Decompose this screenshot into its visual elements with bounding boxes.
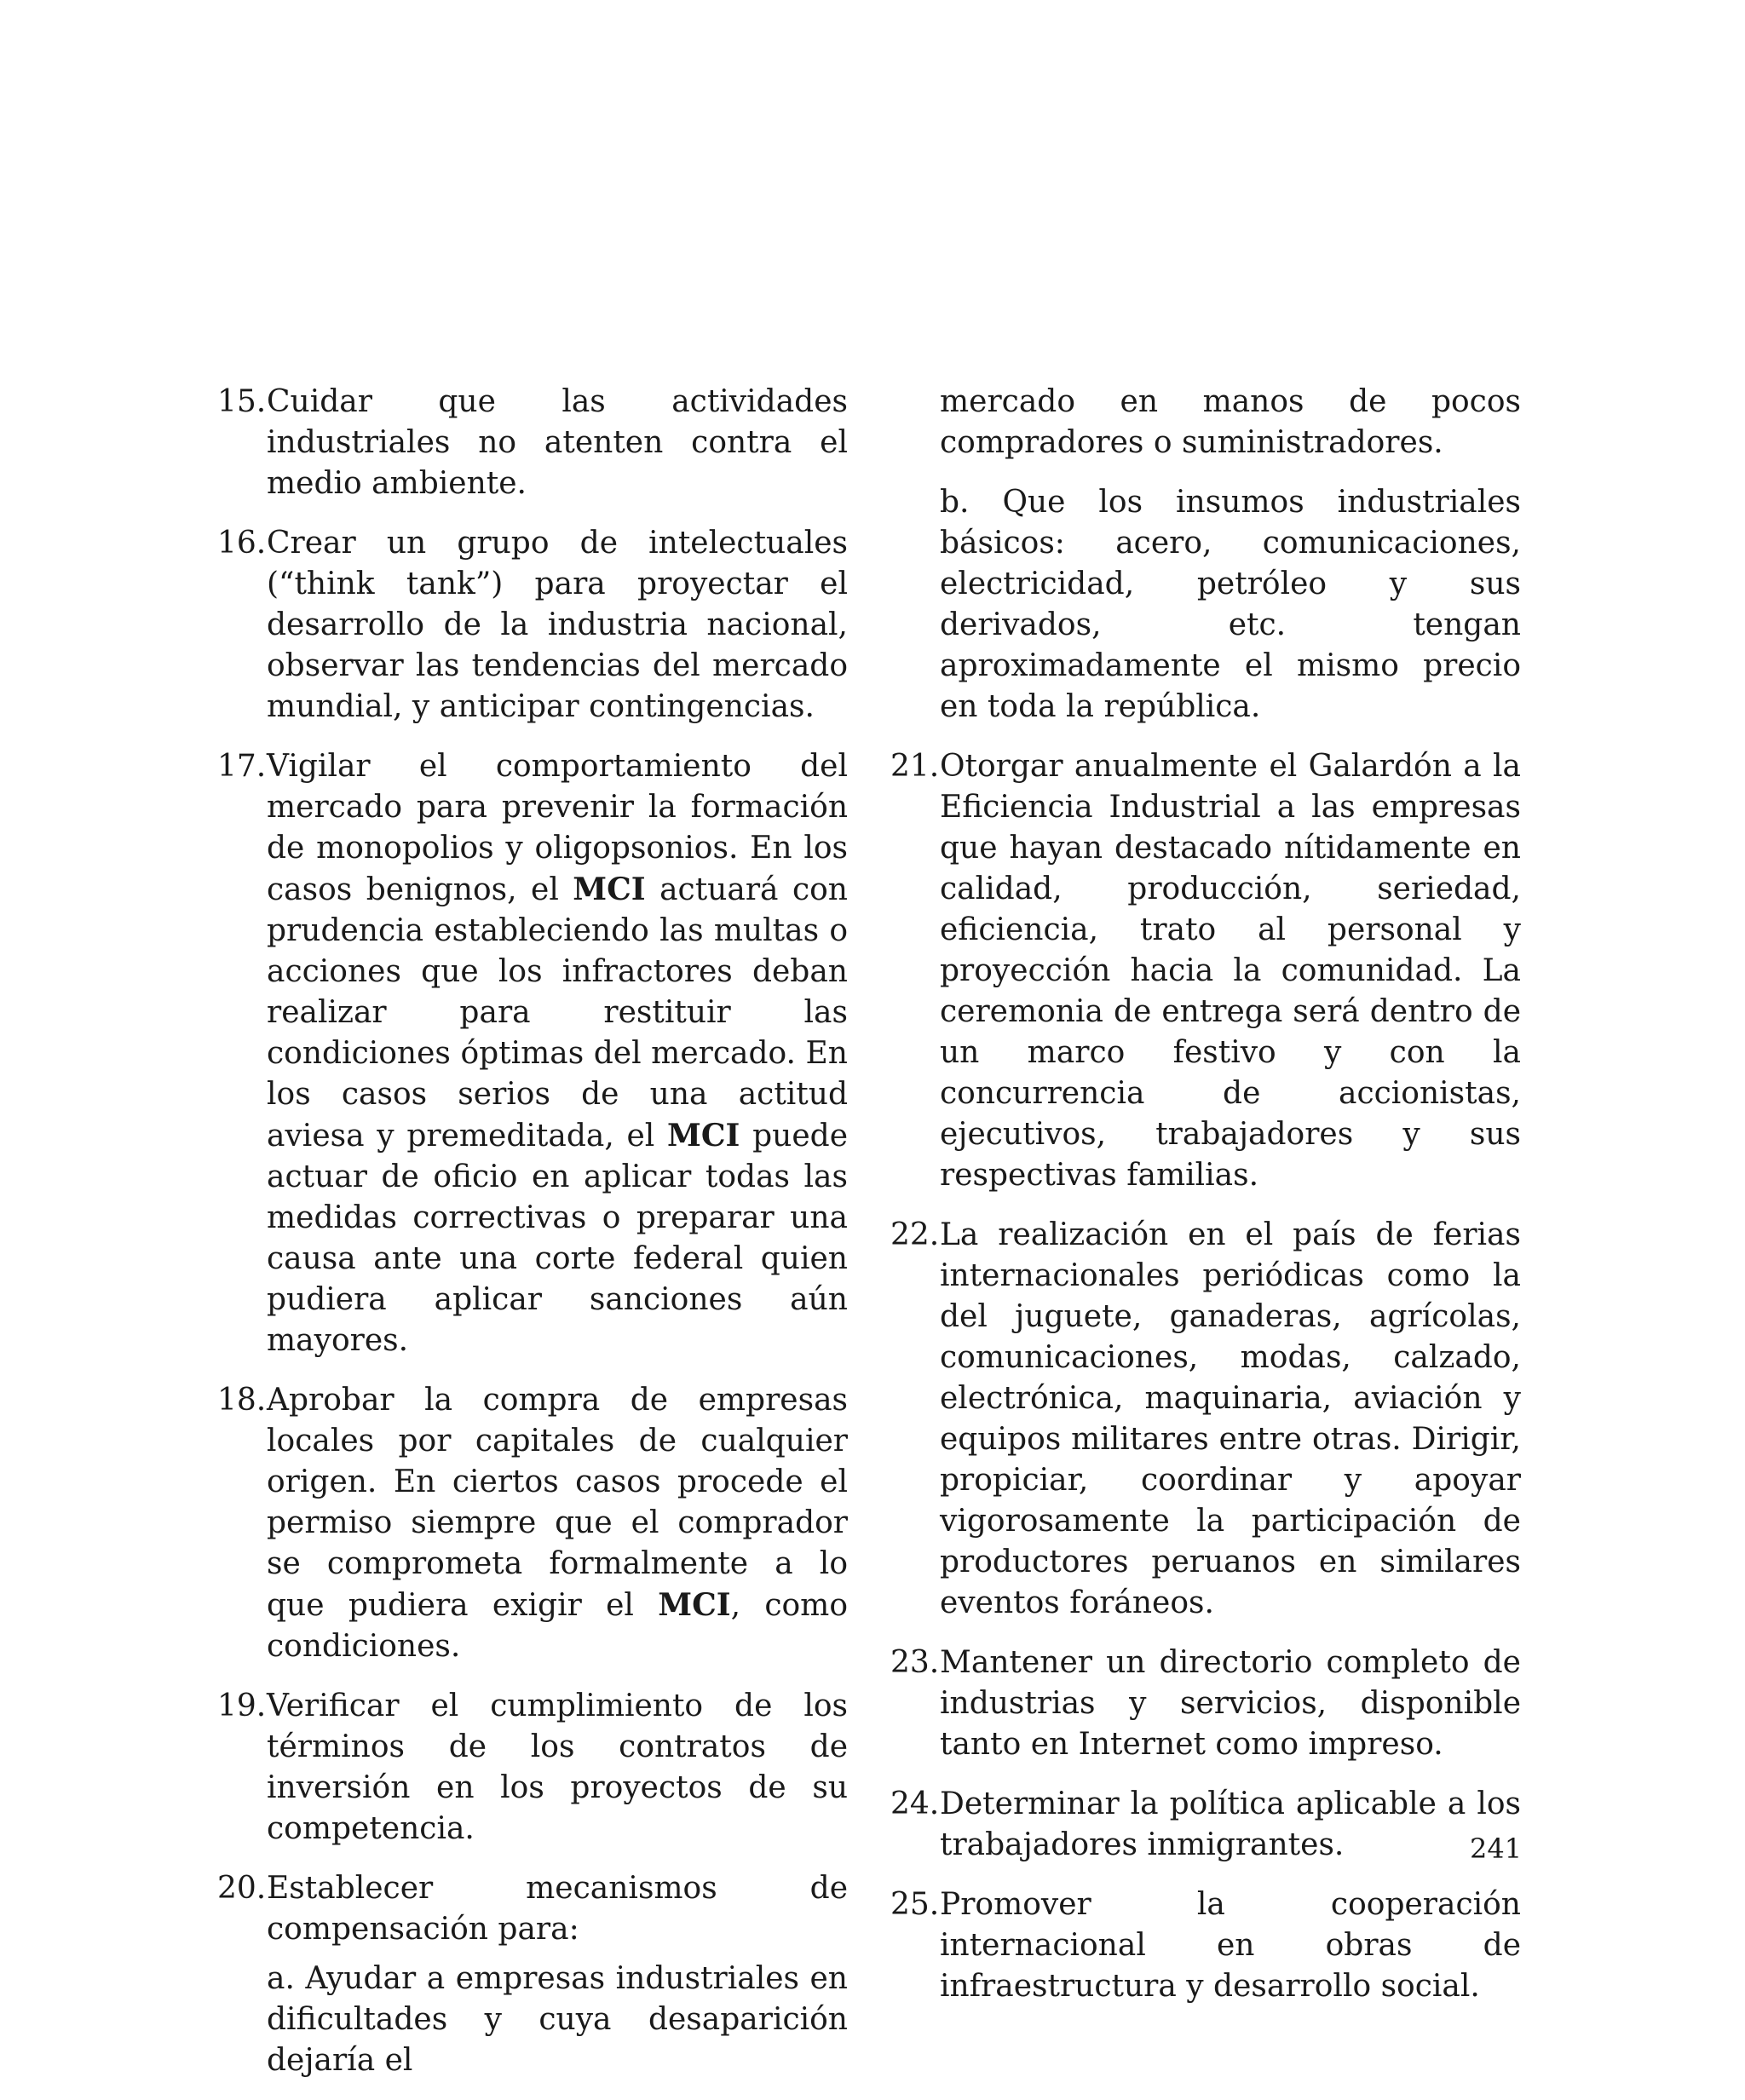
item-number: 21.	[890, 749, 940, 784]
list-item-25	[890, 1884, 1521, 2007]
list-item-21	[890, 746, 1521, 1196]
item-number: 18.	[217, 1383, 267, 1418]
list-item-16	[217, 523, 848, 728]
item-text	[267, 1380, 848, 1667]
sub-item-b	[890, 482, 1521, 728]
sub-item-a: a. Ayudar a empresas industriales en dificultades y cuya desaparición dejaría el	[267, 1961, 848, 2078]
text-segment: actuará con prudencia estableciendo las multas o acciones que los infractores deban realizar para restituir las condiciones óptimas del mercado. En los casos serios de una actitud aviesa y premeditada, el	[267, 872, 848, 1154]
item-number: 23.	[890, 1645, 940, 1680]
list-item-24	[890, 1784, 1521, 1866]
text-segment: Vigilar el comportamiento del mercado para prevenir la formación de monopolios y oligopsonios. En los casos benignos, el	[267, 749, 848, 907]
right-column	[890, 382, 1521, 2026]
list-item-18	[217, 1380, 848, 1667]
item-text: Mantener un directorio completo de industrias y servicios, disponible tanto en Internet como impreso.	[940, 1645, 1521, 1762]
list-item-20	[217, 1868, 848, 2081]
item-number: 19.	[217, 1689, 267, 1723]
item-text: Cuidar que las actividades industriales no atenten contra el medio ambiente.	[267, 384, 848, 501]
item-number: 16.	[217, 526, 267, 561]
sub-item-text: b. Que los insumos industriales básicos: acero, comunicaciones, electricidad, petróleo y sus derivados, etc. tengan aproximadamente el mismo precio en toda la república.	[940, 485, 1521, 724]
item-number: 22.	[890, 1217, 940, 1252]
list-item-23	[890, 1643, 1521, 1765]
item-text	[267, 746, 848, 1361]
item-number: 20.	[217, 1871, 267, 1906]
sub-item-text: mercado en manos de pocos compradores o suministradores.	[940, 384, 1521, 460]
item-number: 15.	[217, 384, 267, 419]
mci-bold: MCI	[658, 1587, 731, 1623]
item-text: Establecer mecanismos de compensación para:	[267, 1871, 848, 1947]
item-number: 24.	[890, 1786, 940, 1821]
item-number: 17.	[217, 749, 267, 784]
left-column	[217, 382, 848, 2100]
mci-bold: MCI	[667, 1118, 740, 1154]
sub-item-a-continued	[890, 382, 1521, 463]
item-text: Promover la cooperación internacional en obras de infraestructura y desarrollo social.	[940, 1887, 1521, 2004]
page-number: 241	[1470, 1832, 1523, 1865]
item-text: La realización en el país de ferias internacionales periódicas como la del juguete, ganaderas, agrícolas, comunicaciones, modas, calzado, electrónica, maquinaria, aviación y equipos militares entre otras. Dirigir, propiciar, coordinar y apoyar vigorosamente la participación de productores peruanos en similares eventos foráneos.	[940, 1217, 1521, 1620]
list-item-15	[217, 382, 848, 504]
list-item-22	[890, 1215, 1521, 1624]
mci-bold: MCI	[573, 872, 646, 907]
list-item-17	[217, 746, 848, 1361]
text-segment: , como condiciones.	[267, 1588, 848, 1664]
item-text: Crear un grupo de intelectuales (“think tank”) para proyectar el desarrollo de la industria nacional, observar las tendencias del mercado mundial, y anticipar contingencias.	[267, 526, 848, 724]
text-segment: puede actuar de oficio en aplicar todas las medidas correctivas o preparar una causa ante una corte federal quien pudiera aplicar sanciones aún mayores.	[267, 1119, 848, 1358]
item-text: Verificar el cumplimiento de los términos de los contratos de inversión en los proyectos de su competencia.	[267, 1689, 848, 1846]
text-segment: Aprobar la compra de empresas locales por capitales de cualquier origen. En ciertos casos procede el permiso siempre que el comprador se comprometa formalmente a lo que pudiera exigir el	[267, 1383, 848, 1623]
list-item-19	[217, 1686, 848, 1850]
item-text: Determinar la política aplicable a los trabajadores inmigrantes.	[940, 1786, 1521, 1862]
item-number: 25.	[890, 1887, 940, 1922]
item-text: Otorgar anualmente el Galardón a la Eficiencia Industrial a las empresas que hayan destacado nítidamente en calidad, producción, seriedad, eficiencia, trato al personal y proyección hacia la comunidad. La ceremonia de entrega será dentro de un marco festivo y con la concurrencia de accionistas, ejecutivos, trabajadores y sus respectivas familias.	[940, 749, 1521, 1193]
